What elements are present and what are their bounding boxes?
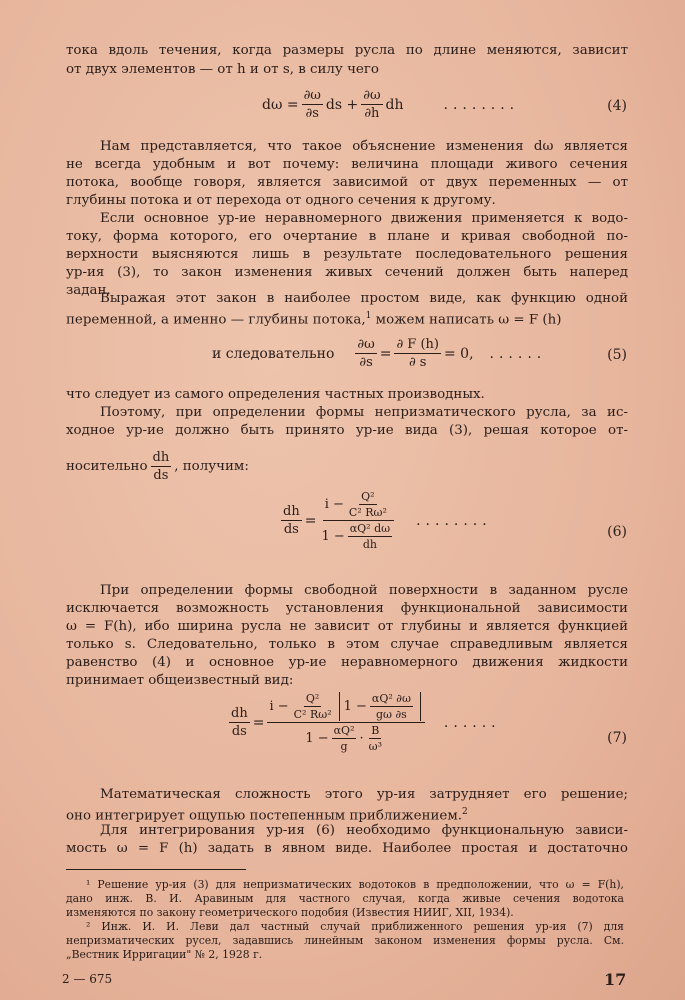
text-line: задан. bbox=[66, 283, 111, 298]
denominator: ∂s bbox=[305, 106, 319, 121]
text-line: тока вдоль течения, когда размеры русла по длине меняются, зависит bbox=[66, 43, 628, 58]
text-line: принимает общеизвестный вид: bbox=[66, 673, 294, 688]
text-line: глубины потока и от перехода от одного сечения к другому. bbox=[66, 193, 496, 208]
footnote-rule bbox=[66, 869, 246, 870]
numerator: αQ² dω bbox=[349, 522, 391, 535]
footnote-ref: 2 bbox=[462, 807, 468, 817]
formula-4 bbox=[262, 88, 519, 121]
formula-term: 1 − bbox=[305, 731, 329, 746]
fraction bbox=[229, 706, 250, 739]
formula-term: i − bbox=[324, 497, 344, 512]
equation-number: (6) bbox=[607, 524, 627, 540]
formula-term: = bbox=[304, 512, 317, 529]
text-run: носительно bbox=[66, 459, 148, 474]
numerator: dh bbox=[152, 450, 170, 465]
text-line: верхности выясняются лишь в результате последовательного решения bbox=[66, 247, 628, 262]
footnote-line: непризматических русел, задавшись линейным законом изменения формы русла. См. bbox=[66, 934, 624, 947]
fraction bbox=[319, 490, 397, 551]
fraction bbox=[361, 88, 382, 121]
text-line: Математическая сложность этого ур-ия затрудняет его решение; bbox=[100, 787, 628, 802]
fraction bbox=[394, 337, 441, 370]
fraction bbox=[348, 522, 392, 551]
formula-7 bbox=[226, 692, 501, 753]
equation-number: (7) bbox=[607, 730, 627, 746]
footnote-ref: 1 bbox=[365, 311, 372, 321]
formula-term: ds + bbox=[325, 96, 359, 113]
denominator: ds bbox=[231, 724, 247, 739]
denominator bbox=[319, 521, 397, 551]
formula-5 bbox=[212, 337, 546, 370]
numerator: Q² bbox=[305, 692, 320, 705]
text-line: только s. Следовательно, только в этом случае справедливым является bbox=[66, 637, 628, 652]
numerator: ∂ω bbox=[303, 88, 321, 103]
leader-dots: ...... bbox=[443, 714, 501, 731]
text-line: ходное ур-ие должно быть принято ур-ие вида (3), решая которое от- bbox=[66, 423, 628, 438]
numerator: dh bbox=[283, 504, 300, 519]
formula-term: = bbox=[252, 714, 265, 731]
numerator: αQ² ∂ω bbox=[371, 692, 411, 705]
text-line: ω = F(h), ибо ширина русла не зависит от глубины и является функцией bbox=[66, 619, 628, 634]
page-number: 17 bbox=[604, 970, 627, 989]
denominator bbox=[303, 723, 389, 753]
formula-term: = bbox=[379, 345, 392, 362]
denominator: ∂h bbox=[364, 106, 380, 121]
formula-term: 1 − bbox=[321, 529, 345, 544]
text-line: от двух элементов — от h и от s, в силу чего bbox=[66, 62, 379, 77]
formula-lead: и следовательно bbox=[212, 345, 335, 362]
equation-number: (5) bbox=[607, 347, 627, 363]
text-run: оно интегрирует ощупью постепенным приближением. bbox=[66, 808, 463, 824]
denominator: dh bbox=[362, 538, 377, 551]
text-line: не всегда удобным и вот почему: величина площади живого сечения bbox=[66, 157, 628, 172]
numerator: αQ² bbox=[333, 724, 355, 737]
footnote-line: изменяются по закону геометрического подобия (Известия НИИГ, XII, 1934). bbox=[66, 906, 514, 919]
formula-6 bbox=[278, 490, 492, 551]
text-line: ур-ия (3), то закон изменения живых сечений должен быть наперед bbox=[66, 265, 628, 280]
denominator: ds bbox=[153, 468, 169, 483]
text-line: Нам представляется, что такое объяснение изменения dω является bbox=[100, 139, 628, 154]
formula-term: 1 − bbox=[343, 699, 367, 714]
text-line: Выражая этот закон в наиболее простом виде, как функцию одной bbox=[100, 291, 628, 306]
text-run: переменной, а именно — глубины потока, bbox=[66, 312, 366, 328]
formula-term: dω = bbox=[262, 96, 299, 113]
numerator: ∂ω bbox=[357, 337, 375, 352]
denominator: ∂s bbox=[359, 355, 373, 370]
text-line: мость ω = F (h) задать в явном виде. Наиболее простая и достаточно bbox=[66, 841, 628, 856]
fraction bbox=[370, 692, 413, 721]
footnote-line: ² Инж. И. И. Леви дал частный случай приближенного решения ур-ия (7) для bbox=[86, 920, 624, 933]
fraction bbox=[367, 724, 384, 753]
formula-term: · bbox=[359, 731, 364, 746]
text-run: можем написать ω = F (h) bbox=[371, 312, 562, 328]
denominator: g bbox=[340, 740, 348, 753]
text-line: Для интегрирования ур-ия (6) необходимо функциональную зависи- bbox=[100, 823, 628, 838]
numerator: ∂ F (h) bbox=[396, 337, 439, 352]
footnote-line: дано инж. В. И. Аравиным для частного случая, когда живые сечения водотока bbox=[66, 892, 624, 905]
numerator: ∂ω bbox=[363, 88, 381, 103]
text-line bbox=[66, 308, 628, 329]
fraction bbox=[355, 337, 376, 370]
text-line bbox=[66, 450, 249, 483]
text-line: потока, вообще говоря, является зависимой от двух переменных — от bbox=[66, 175, 628, 190]
numerator: B bbox=[371, 724, 380, 737]
fraction bbox=[151, 450, 172, 483]
equation-number: (4) bbox=[607, 98, 627, 114]
leader-dots: ........ bbox=[443, 96, 520, 113]
text-line: Поэтому, при определении формы непризматического русла, за ис- bbox=[100, 405, 628, 420]
text-line: исключается возможность установления функциональной зависимости bbox=[66, 601, 628, 616]
footnote-line: „Вестник Ирригации" № 2, 1928 г. bbox=[66, 948, 263, 961]
text-run: , получим: bbox=[174, 459, 249, 474]
fraction bbox=[347, 490, 389, 519]
formula-term: i − bbox=[269, 699, 289, 714]
formula-term: dh bbox=[385, 96, 404, 113]
text-line: При определении формы свободной поверхности в заданном русле bbox=[100, 583, 628, 598]
text-line: току, форма которого, его очертание в плане и кривая свободной по- bbox=[66, 229, 628, 244]
leader-dots: ...... bbox=[489, 345, 547, 362]
printer-signature: 2 — 675 bbox=[62, 972, 113, 986]
denominator: gω ∂s bbox=[375, 708, 407, 721]
text-line: что следует из самого определения частных производных. bbox=[66, 387, 485, 402]
numerator: Q² bbox=[361, 490, 375, 503]
denominator: ω³ bbox=[368, 740, 383, 753]
text-line: Если основное ур-ие неравномерного движения применяется к водо- bbox=[100, 211, 628, 226]
fraction bbox=[292, 692, 334, 721]
denominator: C² Rω² bbox=[293, 708, 332, 721]
leader-dots: ........ bbox=[416, 512, 492, 529]
bracket-group bbox=[339, 692, 421, 721]
numerator: dh bbox=[231, 706, 248, 721]
fraction bbox=[267, 692, 424, 753]
formula-term: = 0, bbox=[443, 345, 474, 362]
denominator: ds bbox=[283, 522, 299, 537]
footnote-line: ¹ Решение ур-ия (3) для непризматических водотоков в предположении, что ω = F(h), bbox=[86, 878, 624, 891]
numerator bbox=[323, 490, 394, 521]
denominator: ∂ s bbox=[408, 355, 427, 370]
text-line: равенство (4) и основное ур-ие неравномерного движения жидкости bbox=[66, 655, 628, 670]
denominator: C² Rω² bbox=[348, 506, 387, 519]
fraction bbox=[281, 504, 302, 537]
numerator bbox=[267, 692, 424, 723]
fraction bbox=[332, 724, 357, 753]
fraction bbox=[302, 88, 323, 121]
